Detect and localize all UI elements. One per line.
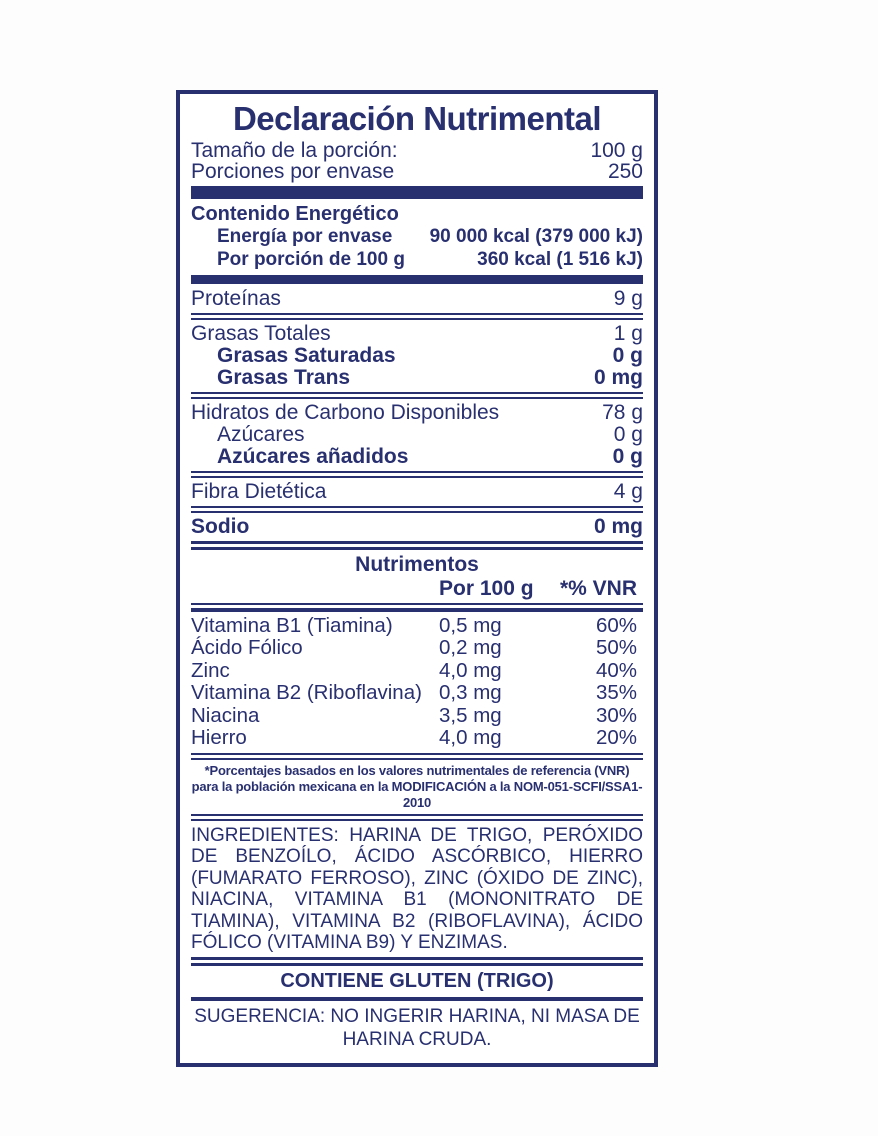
vitamin-amount: 4,0 mg [439, 726, 502, 750]
nutrient-value: 0 g [612, 444, 643, 468]
nutrient-value: 0 g [613, 422, 643, 446]
vitamin-name: Zinc [191, 658, 230, 682]
vitamin-amount: 3,5 mg [439, 703, 502, 727]
energy-row [191, 225, 643, 248]
vitamin-row [191, 637, 643, 660]
nutrient-label: Grasas Totales [191, 321, 331, 345]
nutrient-label: Azúcares añadidos [217, 444, 409, 468]
energy-value: 360 kcal (1 516 kJ) [477, 248, 643, 270]
label-title: Declaración Nutrimental [232, 100, 602, 137]
nutrient-value: 0 mg [593, 514, 643, 538]
vitamin-amount: 4,0 mg [439, 658, 502, 682]
vitamin-amount: 0,5 mg [439, 613, 502, 637]
vitamin-vnr: 35% [595, 681, 637, 705]
column-spacer [191, 577, 439, 600]
allergen-statement: CONTIENE GLUTEN (TRIGO) [280, 969, 554, 992]
nutrient-label: Sodio [191, 514, 250, 538]
nutrient-value: 1 g [613, 321, 643, 345]
nutrient-row [191, 424, 643, 446]
servings-per-container-label: Porciones por envase [191, 159, 395, 183]
ingredients-text: INGREDIENTES: HARINA DE TRIGO, PERÓXIDO DE BENZOÍLO, ÁCIDO ASCÓRBICO, HIERRO (FUMARATO FERROSO), ZINC (ÓXIDO DE ZINC), NIACINA, VITAMINA B1 (MONONITRATO DE TIAMINA), VITAMINA B2 (RIBOFLAVINA), ÁCIDO FÓLICO (VITAMINA B9) Y ENZIMAS. [191, 824, 643, 954]
nutrient-row [191, 288, 643, 310]
vitamin-row [191, 705, 643, 728]
divider-double-rule [191, 603, 643, 612]
vitamin-row [191, 615, 643, 638]
vitamin-vnr: 40% [595, 658, 637, 682]
energy-label: Por porción de 100 g [217, 248, 405, 270]
divider-double-rule [191, 506, 643, 513]
serving-size-value: 100 g [590, 138, 643, 162]
nutrient-value: 78 g [602, 400, 643, 424]
nutrient-row [191, 345, 643, 367]
vitamin-vnr: 30% [595, 703, 637, 727]
servings-per-container-row [191, 161, 643, 182]
nutrient-row [191, 367, 643, 389]
nutrient-label: Azúcares [217, 422, 305, 446]
servings-per-container-value: 250 [607, 159, 643, 183]
serving-size-label: Tamaño de la porción: [191, 138, 398, 162]
vitamin-row [191, 660, 643, 683]
nutrient-label: Hidratos de Carbono Disponibles [191, 400, 500, 424]
suggestion-text: SUGERENCIA: NO INGERIR HARINA, NI MASA DE HARINA CRUDA. [194, 1005, 640, 1050]
vitamin-amount: 0,3 mg [439, 681, 502, 705]
divider-double-rule [191, 471, 643, 478]
divider-double-rule [191, 541, 643, 550]
nutrient-label: Grasas Saturadas [217, 343, 396, 367]
micronutrients-heading: Nutrimentos [355, 552, 479, 576]
nutrient-row [191, 481, 643, 503]
vitamin-name: Niacina [191, 703, 260, 727]
nutrition-label [176, 90, 658, 1067]
nutrient-value: 0 mg [593, 365, 643, 389]
nutrient-label: Fibra Dietética [191, 479, 327, 503]
micronutrients-column-headers [191, 577, 643, 600]
nutrient-row [191, 323, 643, 345]
nutrient-row [191, 402, 643, 424]
vnr-footnote: *Porcentajes basados en los valores nutrimentales de referencia (VNR) para la población mexicana en la MODIFICACIÓN a la NOM-051-SCFI/SSA1-2010 [191, 762, 643, 810]
divider-single-rule [191, 997, 643, 1001]
vitamin-row [191, 727, 643, 750]
nutrient-label: Grasas Trans [217, 365, 351, 389]
vitamin-name: Vitamina B1 (Tiamina) [191, 613, 393, 637]
vitamin-name: Ácido Fólico [191, 636, 303, 660]
energy-heading: Contenido Energético [191, 202, 399, 225]
nutrient-row [191, 516, 643, 538]
nutrient-label: Proteínas [191, 286, 281, 310]
nutrient-value: 0 g [612, 343, 643, 367]
divider-double-rule [191, 957, 643, 966]
energy-section [191, 203, 643, 271]
nutrient-value: 4 g [613, 479, 643, 503]
vitamin-amount: 0,2 mg [439, 636, 502, 660]
energy-row [191, 248, 643, 271]
vitamin-vnr: 50% [595, 636, 637, 660]
divider-double-rule [191, 814, 643, 821]
vitamin-row [191, 682, 643, 705]
divider-double-rule [191, 392, 643, 399]
vitamin-name: Hierro [191, 726, 247, 750]
vitamin-name: Vitamina B2 (Riboflavina) [191, 681, 422, 705]
column-header-vnr: *% VNR [559, 576, 637, 600]
divider-medium-bar [191, 275, 643, 284]
divider-double-rule [191, 313, 643, 320]
energy-value: 90 000 kcal (379 000 kJ) [429, 225, 643, 247]
serving-size-row [191, 140, 643, 161]
divider-thick-bar [191, 186, 643, 199]
vitamin-vnr: 20% [595, 726, 637, 750]
column-header-amount: Por 100 g [439, 576, 534, 600]
energy-label: Energía por envase [217, 225, 393, 247]
nutrient-row [191, 446, 643, 468]
divider-double-rule [191, 753, 643, 760]
vitamin-vnr: 60% [595, 613, 637, 637]
nutrient-value: 9 g [613, 286, 643, 310]
